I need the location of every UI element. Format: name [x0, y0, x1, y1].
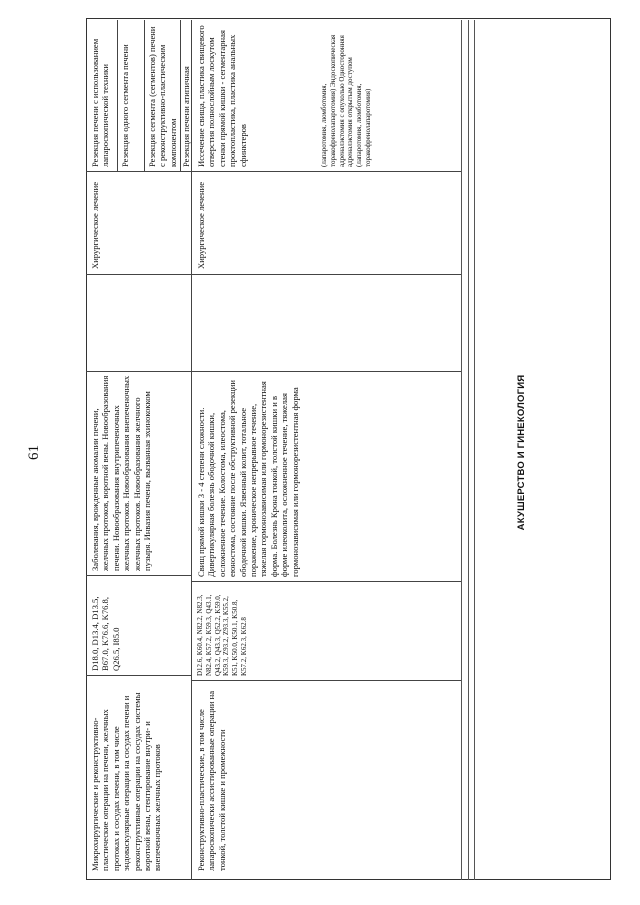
method-2-main: Иссечение свища, пластика свищевого отверстия полнослойным лоскутом стенки прямой кишки - сегментарная проктопластика, пластика анальных сфинктеров	[196, 25, 248, 167]
column-divider	[191, 371, 461, 372]
method-1-4: Резекция печени атипичная	[181, 66, 191, 167]
column-divider	[86, 171, 191, 172]
row-divider	[191, 20, 192, 880]
frame-line	[468, 20, 469, 880]
column-divider	[86, 274, 191, 275]
column-divider	[191, 171, 461, 172]
column-divider	[191, 680, 461, 681]
method-divider	[117, 20, 118, 172]
page-number: 61	[26, 445, 42, 460]
treatment-type-1: Хирургическое лечение	[90, 181, 100, 269]
column-divider	[191, 581, 461, 582]
icd-codes-2: D12.6, K60.4, N82.2, N82.3, N82.4, K57.2, K59.3, Q43.1, Q43.2, Q43.3, Q52.2, K59.0, K59.3, Z93.2, Z93.3, K55.2, K51, K50.0, K50.1, K50.8, K57.2, K62.3, K62.8	[196, 594, 248, 676]
method-1-3: Резекция сегмента (сегментов) печени с реконструктивно-пластическим компонентом	[147, 26, 178, 167]
operation-name-1: Микрохирургические и реконструктивно-пластические операции на печени, желчных протоках и сосудах печени, в том числе эндоваскулярные операции на сосудах печени и реконструктивные операции на сосудах системы воротной вены, стентирование внутри- и внепеченочных желчных протоков	[90, 692, 163, 871]
frame-line	[461, 20, 462, 880]
column-divider	[86, 575, 191, 576]
method-1-1: Резекция печени с использованием лапароскопической техники	[90, 38, 111, 167]
diagnosis-2: Свищ прямой кишки 3 - 4 степени сложности. Дивертикулярная болезнь ободочной кишки, осложненное течение. Колостома, илеостома, еюностома, состояние после обструктивной резекции ободочной кишки. Язвенный колит, тотальное поражение, хроническое непрерывное течение, тяжелая гормонозависимая или гормонорезистентная форма. Болезнь Крона тонкой, толстой кишки и в форме илеоколита, осложненное течение, тяжелая гормонозависимая или гормонорезистентная форма	[196, 380, 300, 577]
column-divider	[86, 675, 191, 676]
method-1-2: Резекция одного сегмента печени	[120, 44, 130, 167]
column-divider	[86, 371, 191, 372]
treatment-type-2: Хирургическое лечение	[196, 181, 206, 269]
operation-name-2: Реконструктивно-пластические, в том числе лапароскопически ассистированные операции на тонкой, толстой кишке и промежности	[196, 690, 227, 871]
frame-line	[474, 20, 475, 880]
method-divider	[144, 20, 145, 172]
method-2-extra: (лапаротомия, люмботомия, торакофренолапаротомия) Эндоскопическая адреналэктомия с опухолью Односторонняя адреналэктомия открытым доступом (лапаротомия, люмботомия, торакофренолапаротомия)	[320, 34, 372, 167]
diagnosis-1: Заболевания, врожденные аномалии печени, желчных протоков, воротной вены. Новообразования печени. Новообразования внутрипеченочных желчных протоков. Новообразования внепеченочных желчных протоков. Новообразования желчного пузыря. Инвазия печени, вызванная эхинококком	[90, 375, 153, 571]
section-title: АКУШЕРСТВО И ГИНЕКОЛОГИЯ	[516, 374, 527, 531]
column-divider	[191, 274, 461, 275]
icd-codes-1: D18.0, D13.4, D13.5, B67.0, K76.6, K76.8, Q26.5, I85.0	[90, 596, 121, 671]
